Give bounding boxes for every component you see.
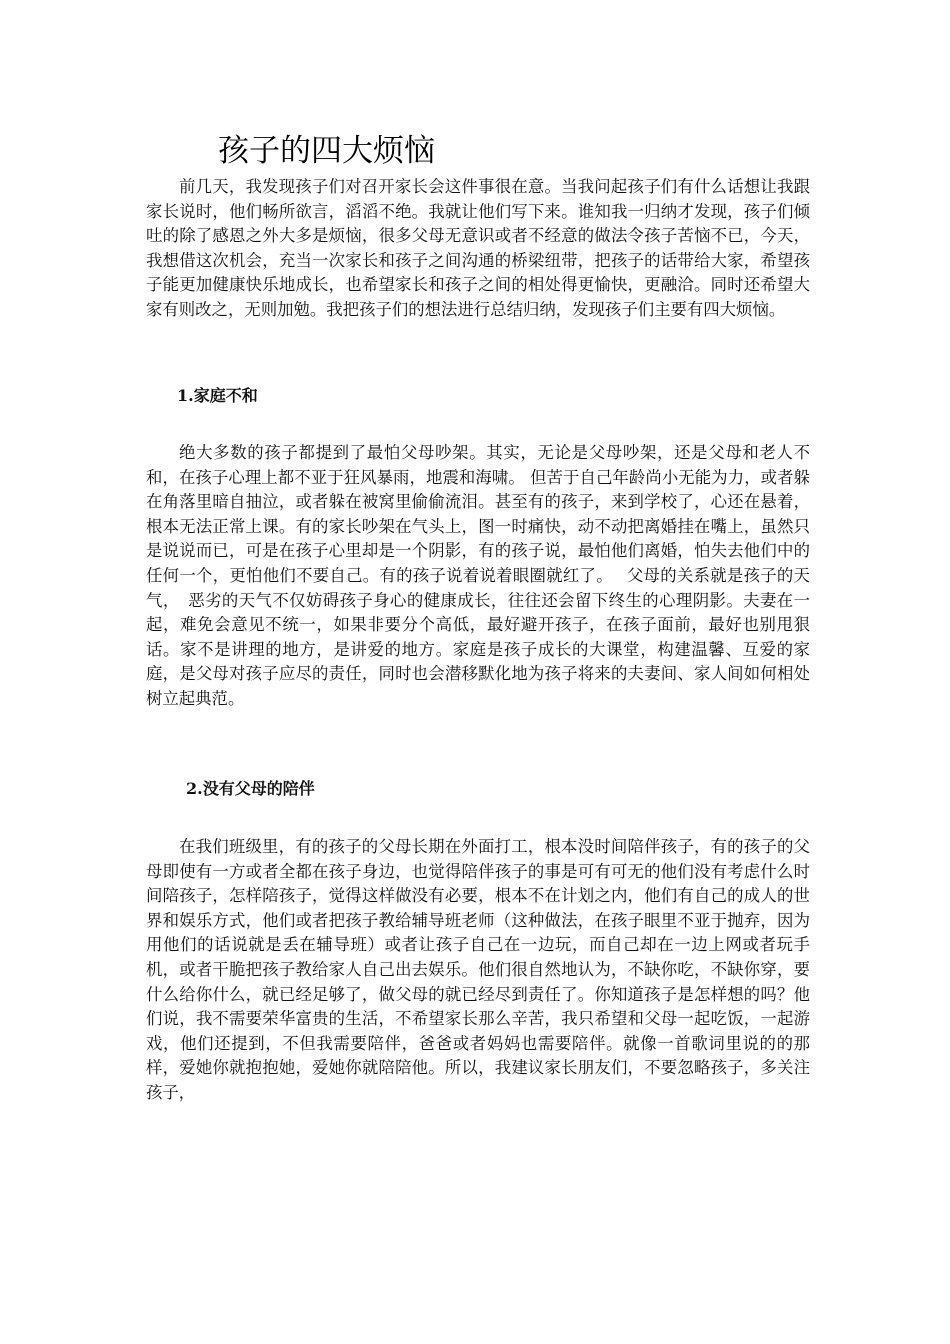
section-heading-family-discord: 1.家庭不和 [177, 386, 258, 405]
document-title: 孩子的四大烦恼 [218, 133, 435, 169]
section-body-family-discord: 绝大多数的孩子都提到了最怕父母吵架。其实，无论是父母吵架，还是父母和老人不和，在孩子心理上都不亚于狂风暴雨，地震和海啸。 但苦于自己年龄尚小无能为力，或者躲在角落里暗自抽泣，或者躲在被窝里偷偷流泪。甚至有的孩子，来到学校了，心还在悬着，根本无法正常上课。有的家长吵架在气头上，图一时痛快，动不动把离婚挂在嘴上，虽然只是说说而已，可是在孩子心里却是一个阴影，有的孩子说，最怕他们离婚，怕失去他们中的任何一个，更怕他们不要自己。有的孩子说着说着眼圈就红了。 父母的关系就是孩子的天气， 恶劣的天气不仅妨碍孩子身心的健康成长，往往还会留下终生的心理阴影。夫妻在一起，难免会意见不统一，如果非要分个高低，最好避开孩子，在孩子面前，最好也别甩狠话。家不是讲理的地方，是讲爱的地方。家庭是孩子成长的大课堂，构建温馨、互爱的家庭，是父母对孩子应尽的责任，同时也会潜移默化地为孩子将来的夫妻间、家人间如何相处树立起典范。 [146, 443, 810, 708]
intro-paragraph: 前几天，我发现孩子们对召开家长会这件事很在意。当我问起孩子们有什么话想让我跟家长说时，他们畅所欲言，滔滔不绝。我就让他们写下来。谁知我一归纳才发现，孩子们倾吐的除了感恩之外大多是烦恼，很多父母无意识或者不经意的做法令孩子苦恼不已，今天，我想借这次机会，充当一次家长和孩子之间沟通的桥梁纽带，把孩子的话带给大家，希望孩子能更加健康快乐地成长，也希望家长和孩子之间的相处得更愉快，更融洽。同时还希望大家有则改之，无则加勉。我把孩子们的想法进行总结归纳，发现孩子们主要有四大烦恼。 [146, 177, 810, 319]
section-body-no-companionship: 在我们班级里，有的孩子的父母长期在外面打工，根本没时间陪伴孩子，有的孩子的父母即使有一方或者全都在孩子身边，也觉得陪伴孩子的事是可有可无的他们没有考虑什么时间陪孩子，怎样陪孩子，觉得这样做没有必要，根本不在计划之内，他们有自己的成人的世界和娱乐方式，他们或者把孩子教给辅导班老师（这种做法，在孩子眼里不亚于抛弃，因为用他们的话说就是丢在辅导班）或者让孩子自己在一边玩，而自己却在一边上网或者玩手机，或者干脆把孩子教给家人自己出去娱乐。他们很自然地认为，不缺你吃，不缺你穿，要什么给你什么，就已经足够了，做父母的就已经尽到责任了。你知道孩子是怎样想的吗？他们说，我不需要荣华富贵的生活，不希望家长那么辛苦，我只希望和父母一起吃饭，一起游戏，他们还提到，不但我需要陪伴，爸爸或者妈妈也需要陪伴。就像一首歌词里说的的那样，爱她你就抱抱她，爱她你就陪陪他。所以，我建议家长朋友们，不要忽略孩子，多关注孩子， [146, 837, 810, 1102]
section-heading-no-companionship: 2.没有父母的陪伴 [186, 779, 315, 798]
